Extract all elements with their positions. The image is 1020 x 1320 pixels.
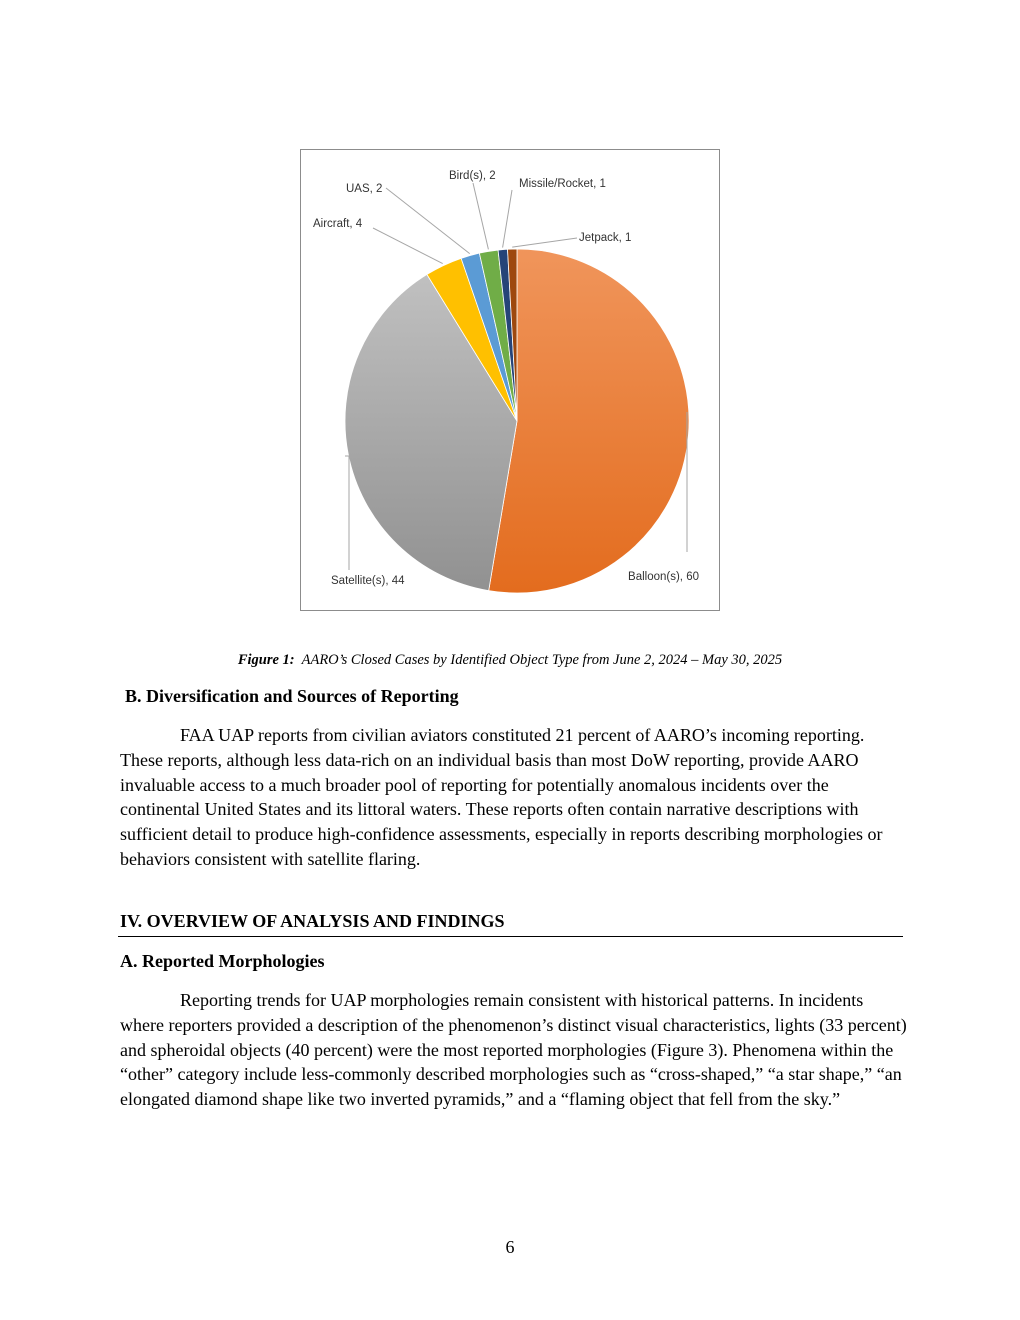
section-iv-heading: IV. OVERVIEW OF ANALYSIS AND FINDINGS — [120, 911, 505, 931]
section-a-text: Reporting trends for UAP morphologies remain consistent with historical patterns. In incidents where reporters provided a description of the phenomenon’s distinct visual characteristics, lights (33 percent) and spheroidal objects (40 percent) were the most reported morphologies (Figure 3). Phenomena within the “other” category include less-commonly described morphologies such as “cross-shaped,” “a star shape,” “an elongated diamond shape like two inverted pyramids,” and a “flaming object that fell from the sky.” — [120, 990, 907, 1110]
leader-line — [345, 456, 349, 570]
figure-caption-label: Figure 1: — [237, 652, 295, 668]
section-divider — [118, 936, 903, 937]
data-label: Aircraft, 4 — [313, 218, 363, 230]
data-label: Balloon(s), 60 — [628, 571, 699, 583]
data-label: Missile/Rocket, 1 — [519, 178, 606, 190]
page-number: 6 — [505, 1237, 515, 1257]
leader-line — [386, 188, 470, 254]
section-a-heading: A. Reported Morphologies — [120, 951, 325, 971]
section-b-paragraph — [120, 723, 910, 872]
section-b-text: FAA UAP reports from civilian aviators constituted 21 percent of AARO’s incoming reporting. These reports, although less data-rich on an individual basis than most DoW reporting, provide AARO invaluable access to a much broader pool of reporting for potentially anomalous incidents over the continental United States and its littoral waters. These reports often contain narrative descriptions with sufficient detail to produce high-confidence assessments, especially in reports describing morphologies or behaviors consistent with satellite flaring. — [120, 725, 883, 869]
leader-line — [512, 238, 577, 247]
leader-line — [473, 183, 488, 249]
pie-slice-balloon-s — [489, 249, 689, 593]
pie-chart-figure — [300, 149, 720, 611]
data-label: Jetpack, 1 — [579, 232, 632, 244]
leader-line — [373, 228, 443, 264]
section-a-paragraph — [120, 988, 910, 1112]
figure-caption — [0, 652, 1020, 669]
data-label: Satellite(s), 44 — [331, 575, 405, 587]
figure-caption-text: AARO’s Closed Cases by Identified Object Type from June 2, 2024 – May 30, 2025 — [301, 652, 783, 668]
pie-chart — [301, 150, 719, 610]
data-label: UAS, 2 — [346, 183, 383, 195]
section-b-heading: B. Diversification and Sources of Reporting — [125, 686, 459, 706]
leader-line — [503, 190, 512, 248]
data-label: Bird(s), 2 — [449, 170, 496, 182]
